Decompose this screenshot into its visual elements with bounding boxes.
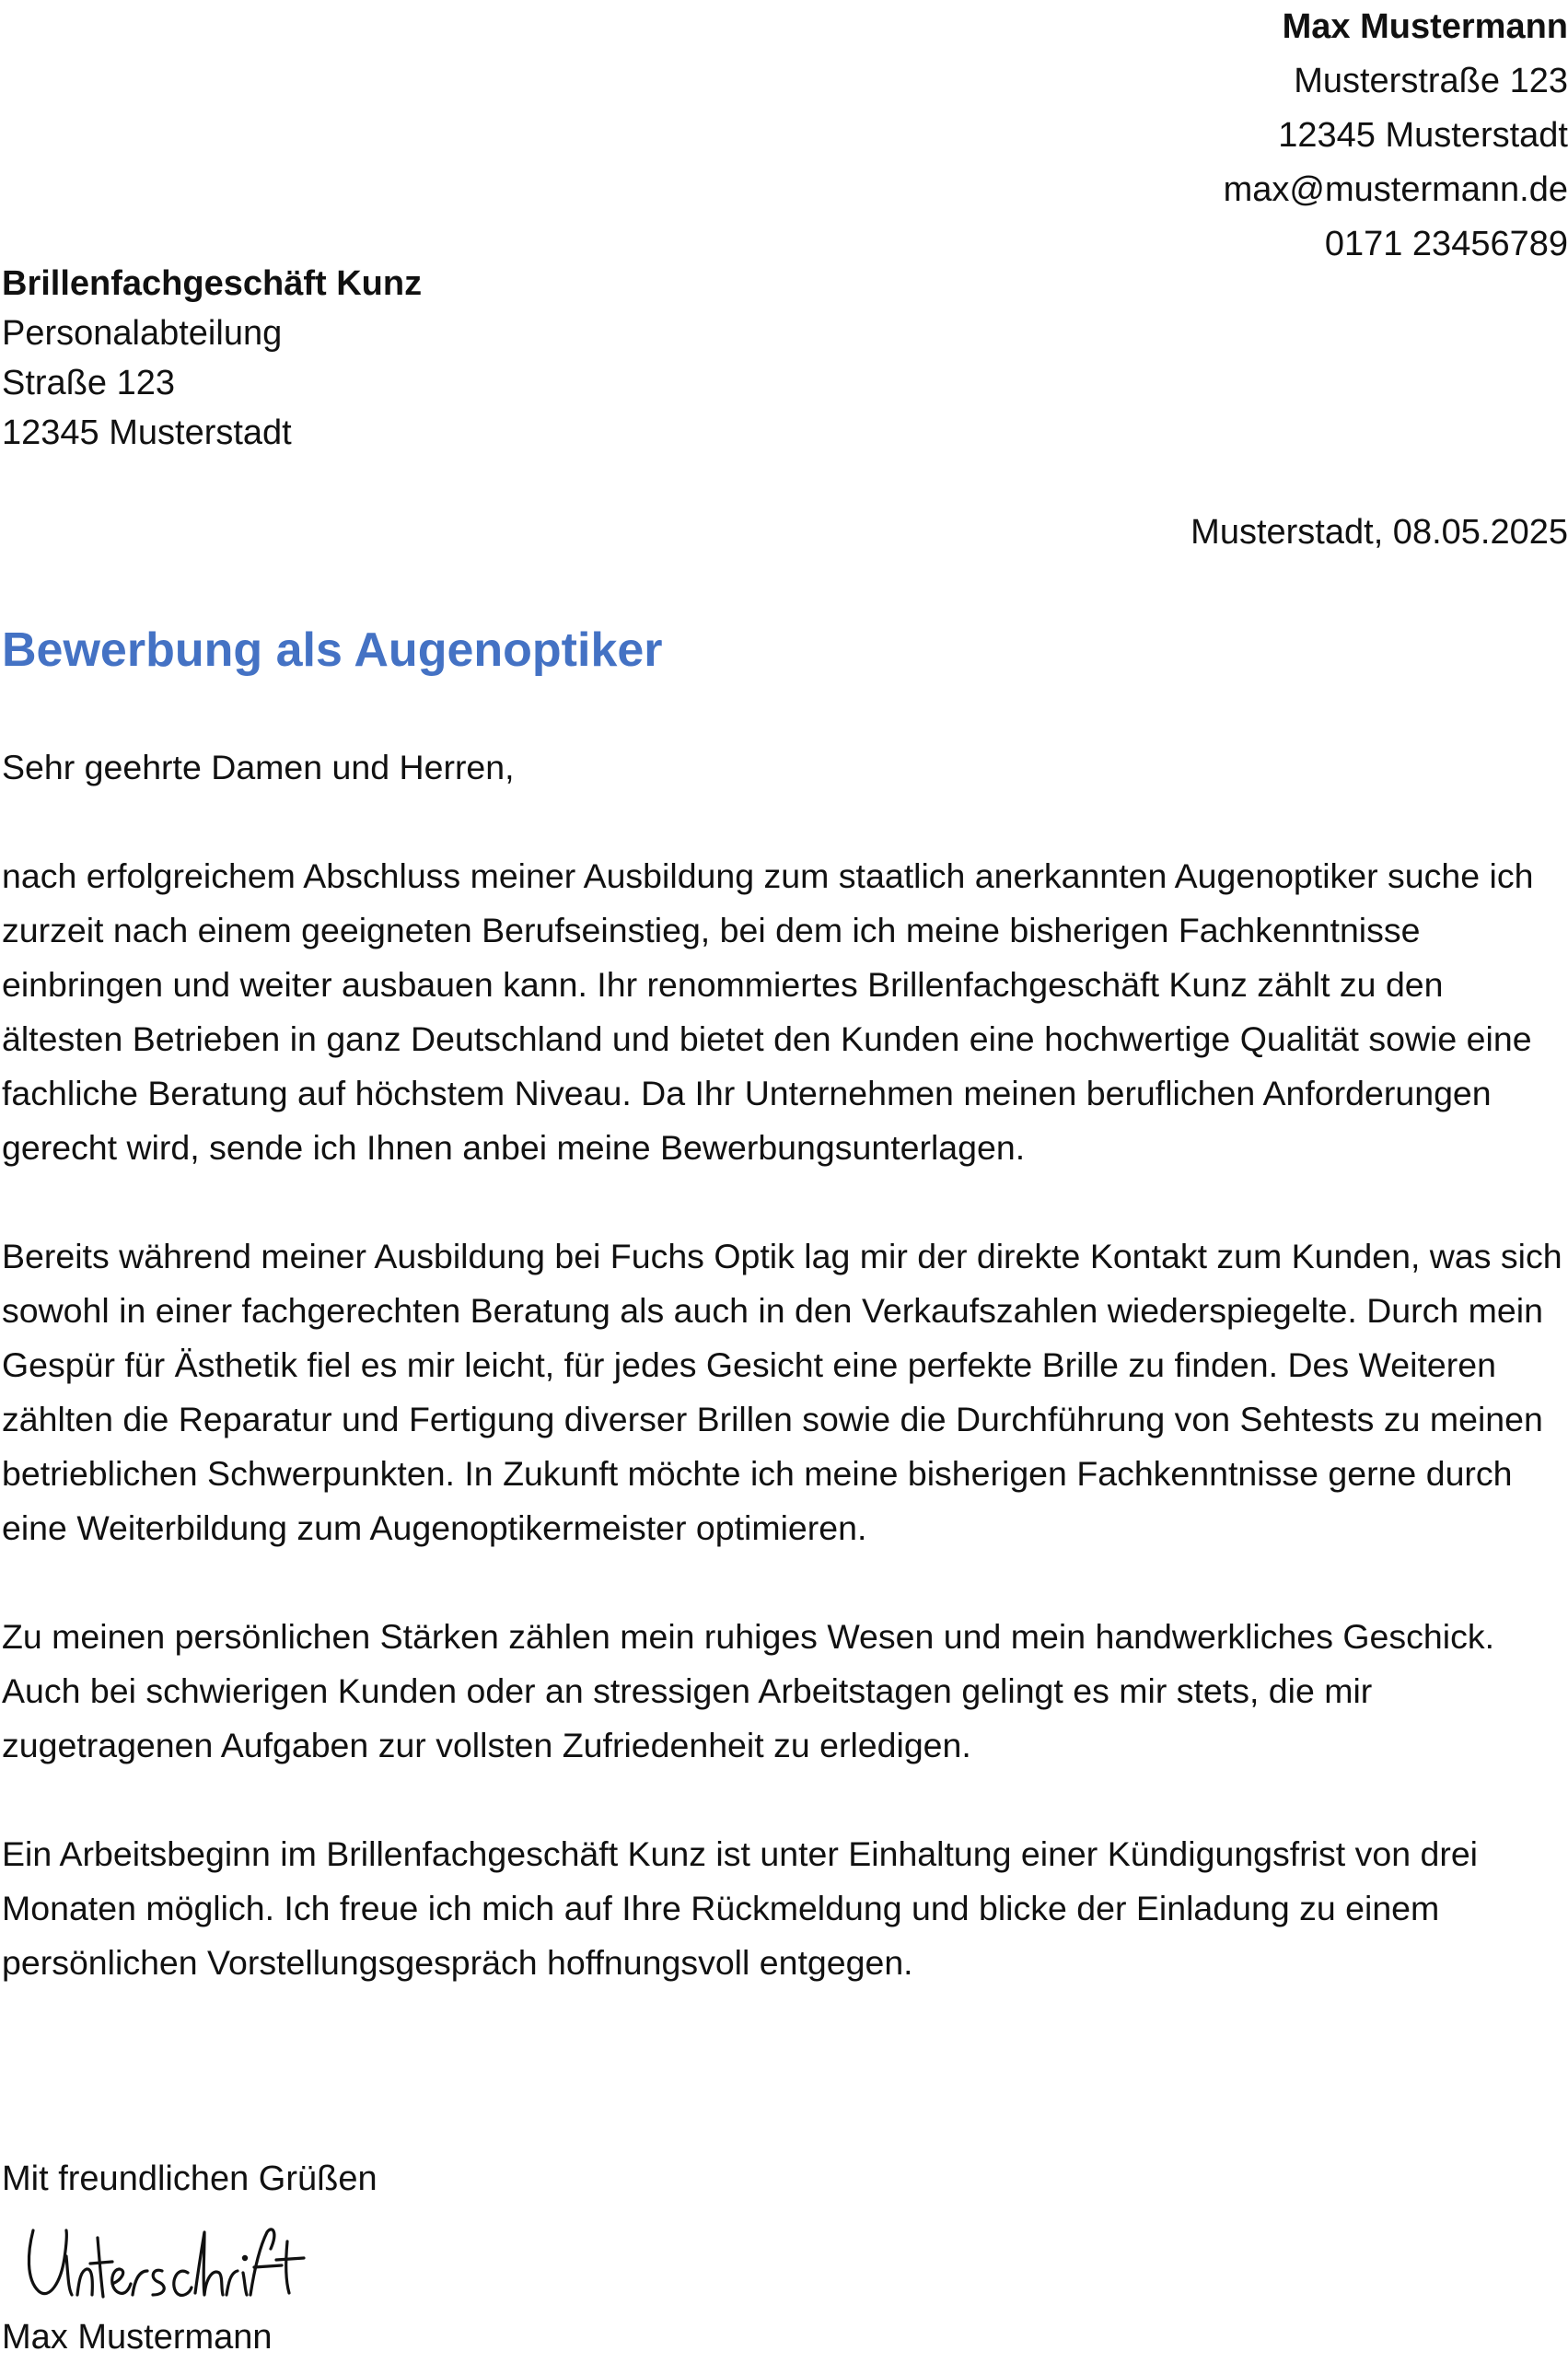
date-line: Musterstadt, 08.05.2025 xyxy=(1191,513,1568,552)
recipient-street: Straße 123 xyxy=(2,364,175,402)
sender-block xyxy=(739,0,1568,272)
sender-email: max@mustermann.de xyxy=(1223,170,1568,209)
signature-image xyxy=(24,2210,319,2311)
recipient-company: Brillenfachgeschäft Kunz xyxy=(2,264,423,303)
recipient-department: Personalabteilung xyxy=(2,314,283,353)
sender-phone: 0171 23456789 xyxy=(1324,225,1568,263)
paragraph-4: Ein Arbeitsbeginn im Brillenfachgeschäft Kunz ist unter Einhaltung einer Kündigungsfrist von drei Monaten möglich. Ich freue ich mich auf Ihre Rückmeldung und blicke der Einladung zu einem persönlichen Vorstellungsgespräch hoffnungsvoll entgegen. xyxy=(2,1834,1479,1982)
paragraph-1: nach erfolgreichem Abschluss meiner Ausbildung zum staatlich anerkannten Augenoptiker suche ich zurzeit nach einem geeigneten Berufseinstieg, bei dem ich meine bisherigen Fachkenntnisse einbringen und weiter ausbauen kann. Ihr renommiertes Brillenfachgeschäft Kunz zählt zu den ältesten Betrieben in ganz Deutschland und bietet den Kunden eine hochwertige Qualität sowie eine fachliche Beratung auf höchstem Niveau. Da Ihr Unternehmen meinen beruflichen Anforderungen gerecht wird, sende ich Ihnen anbei meine Bewerbungsunterlagen. xyxy=(2,856,1534,1167)
letter-body xyxy=(2,740,1565,2044)
salutation: Sehr geehrte Damen und Herren, xyxy=(2,748,515,786)
subject-heading: Bewerbung als Augenoptiker xyxy=(2,623,663,677)
recipient-block xyxy=(2,259,830,458)
paragraph-2: Bereits während meiner Ausbildung bei Fuchs Optik lag mir der direkte Kontakt zum Kunden, was sich sowohl in einer fachgerechten Beratung als auch in den Verkaufszahlen wiederspiegelte. Durch mein Gespür für Ästhetik fiel es mir leicht, für jedes Gesicht eine perfekte Brille zu finden. Des Weiteren zählten die Reparatur und Fertigung diverser Brillen sowie die Durchführung von Sehtests zu meinen betrieblichen Schwerpunkten. In Zukunft möchte ich meine bisherigen Fachkenntnisse gerne durch eine Weiterbildung zum Augenoptikermeister optimieren. xyxy=(2,1237,1562,1547)
sender-city: 12345 Musterstadt xyxy=(1278,116,1568,155)
closing: Mit freundlichen Grüßen xyxy=(2,2159,377,2198)
paragraph-3: Zu meinen persönlichen Stärken zählen mein ruhiges Wesen und mein handwerkliches Geschick. Auch bei schwierigen Kunden oder an stressigen Arbeitstagen gelingt es mir stets, die mir zugetragenen Aufgaben zur vollsten Zufriedenheit zu erledigen. xyxy=(2,1617,1494,1764)
sender-street: Musterstraße 123 xyxy=(1294,62,1568,100)
recipient-city: 12345 Musterstadt xyxy=(2,413,292,452)
signed-name: Max Mustermann xyxy=(2,2318,273,2357)
sender-name: Max Mustermann xyxy=(1282,7,1568,46)
